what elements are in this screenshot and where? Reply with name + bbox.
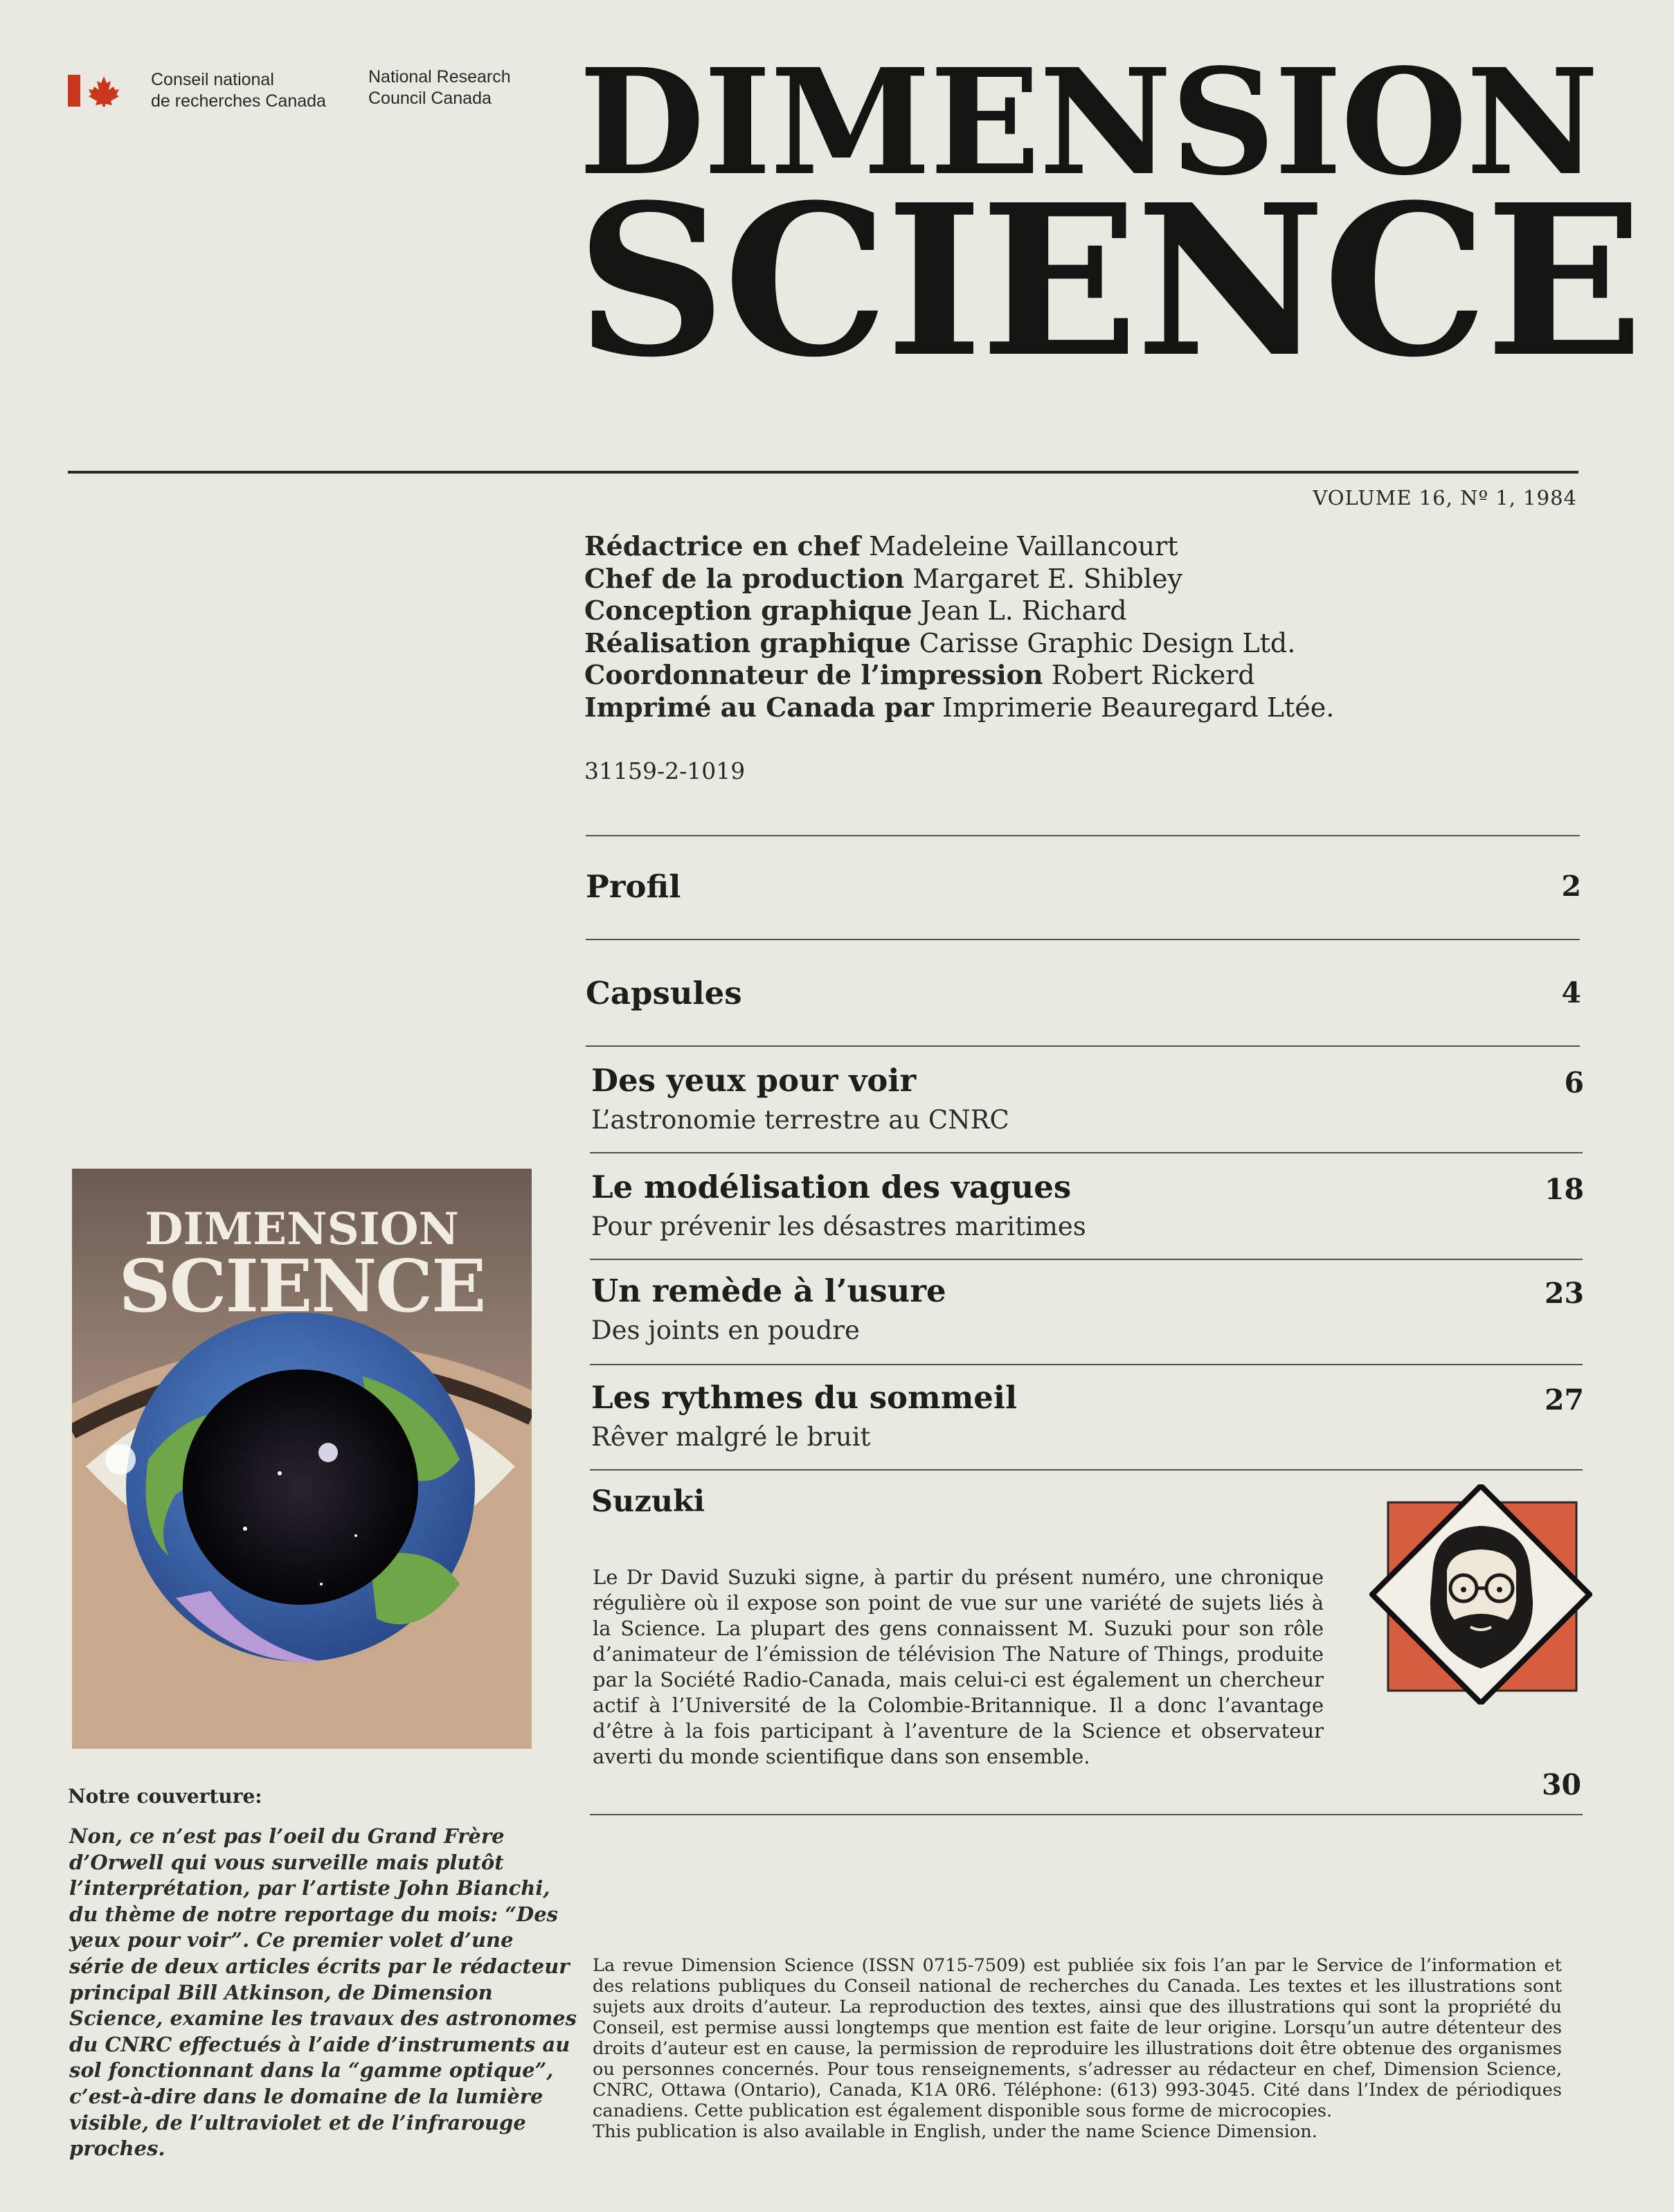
toc-item-page: 4	[1561, 976, 1581, 1009]
cover-title-line2: SCIENCE	[118, 1243, 485, 1329]
toc-item-page: 6	[1564, 1066, 1584, 1099]
toc-item-page: 18	[1544, 1173, 1584, 1206]
toc-item-title: Profil	[586, 868, 681, 905]
canada-flag-icon	[68, 75, 123, 107]
toc-item-title: Capsules	[586, 975, 742, 1011]
volume-issue: VOLUME 16, Nº 1, 1984	[1313, 486, 1577, 510]
header-rule	[68, 471, 1578, 474]
publication-notice	[593, 1955, 1562, 2142]
cover-illustration	[72, 1169, 532, 1749]
masthead-title-line2: SCIENCE	[576, 159, 1641, 403]
toc-item-subtitle: L’astronomie terrestre au CNRC	[591, 1105, 1009, 1135]
publication-notice-fr: La revue Dimension Science (ISSN 0715-7509) est publiée six fois l’an par le Service de l’information et des relations publiques du Conseil national de recherches du Canada. Les textes et les illustrations sont sujets aux droits d’auteur. La reproduction des textes, ainsi que des illustrations qui sont la propriété du Conseil, est permise aussi longtemps que mention est faite de leur origine. Lorsqu’un autre détenteur des droits d’auteur est en cause, la permission de reproduire les illustrations doit être obtenue des organismes ou personnes concernés. Pour tous renseignements, s’adresser au rédacteur en chef, Dimension Science, CNRC, Ottawa (Ontario), Canada, K1A 0R6. Téléphone: (613) 993-3045. Cité dans l’Index de périodiques canadiens. Cette publication est également disponible sous forme de microcopies.	[593, 1955, 1562, 2121]
toc-item-subtitle: Pour prévenir les désastres maritimes	[591, 1212, 1086, 1241]
toc-item-page: 23	[1544, 1277, 1584, 1310]
credit-row: Chef de la production Margaret E. Shibley	[584, 562, 1182, 594]
toc-item-page: 27	[1544, 1383, 1584, 1417]
credits-list	[584, 530, 1334, 723]
suzuki-page: 30	[1541, 1768, 1581, 1801]
credit-row: Rédactrice en chef Madeleine Vaillancourt	[584, 530, 1178, 561]
toc-item-title: Les rythmes du sommeil	[591, 1379, 1018, 1416]
cover-title-line1: DIMENSION	[145, 1203, 459, 1255]
cover-caption: Non, ce n’est pas l’oeil du Grand Frère d’Orwell qui vous surveille mais plutôt l’interprétation, par l’artiste John Bianchi, du thème de notre reportage du mois: “Des yeux pour voir”. Ce premier volet d’une série de deux articles écrits par le rédacteur principal Bill Atkinson, de Dimension Science, examine les travaux des astronomes du CNRC effectués à l’aide d’instruments au sol fonctionnant dans la “gamme optique”, c’est-à-dire dans le domaine de la lumière visible, de l’ultraviolet et de l’infrarouge proches.	[69, 1824, 577, 2161]
credit-row: Coordonnateur de l’impression Robert Rickerd	[584, 659, 1255, 690]
catalogue-code: 31159-2-1019	[584, 757, 746, 784]
toc-divider	[586, 835, 1580, 836]
cover-caption-heading: Notre couverture:	[68, 1785, 262, 1808]
toc-item-page: 2	[1561, 870, 1581, 903]
toc-item-title: Le modélisation des vagues	[591, 1169, 1072, 1205]
suzuki-portrait	[1369, 1484, 1592, 1705]
toc-divider	[590, 1814, 1583, 1815]
toc-divider	[590, 1152, 1583, 1153]
suzuki-title: Suzuki	[591, 1484, 705, 1519]
credit-row: Conception graphique Jean L. Richard	[584, 595, 1127, 626]
toc-divider	[590, 1364, 1583, 1365]
toc-item-subtitle: Rêver malgré le bruit	[591, 1422, 871, 1452]
toc-divider	[590, 1469, 1583, 1471]
agency-name-fr: Conseil national de recherches Canada	[151, 70, 326, 111]
toc-divider	[586, 1045, 1580, 1047]
toc-item-title: Des yeux pour voir	[591, 1062, 917, 1099]
toc-divider	[590, 1259, 1583, 1260]
credit-row: Réalisation graphique Carisse Graphic Design Ltd.	[584, 627, 1296, 658]
toc-divider	[586, 939, 1580, 940]
credit-row: Imprimé au Canada par Imprimerie Beauregard Ltée.	[584, 691, 1335, 723]
agency-name-en: National Research Council Canada	[368, 67, 511, 108]
toc-item-title: Un remède à l’usure	[591, 1273, 946, 1309]
publication-notice-en: This publication is also available in English, under the name Science Dimension.	[593, 2121, 1317, 2142]
masthead-title-line1: DIMENSION	[579, 37, 1598, 208]
toc-item-subtitle: Des joints en poudre	[591, 1315, 860, 1345]
suzuki-description: Le Dr David Suzuki signe, à partir du présent numéro, une chronique régulière où il expose son point de vue sur une variété de sujets liés à la Science. La plupart des gens connaissent M. Suzuki pour son rôle d’animateur de l’émission de télévision The Nature of Things, produite par la Société Radio-Canada, mais celui-ci est également un chercheur actif à l’Université de la Colombie-Britannique. Il a donc l’avantage d’être à la fois participant à l’aventure de la Science et observateur averti du monde scientifique dans son ensemble.	[593, 1565, 1324, 1768]
